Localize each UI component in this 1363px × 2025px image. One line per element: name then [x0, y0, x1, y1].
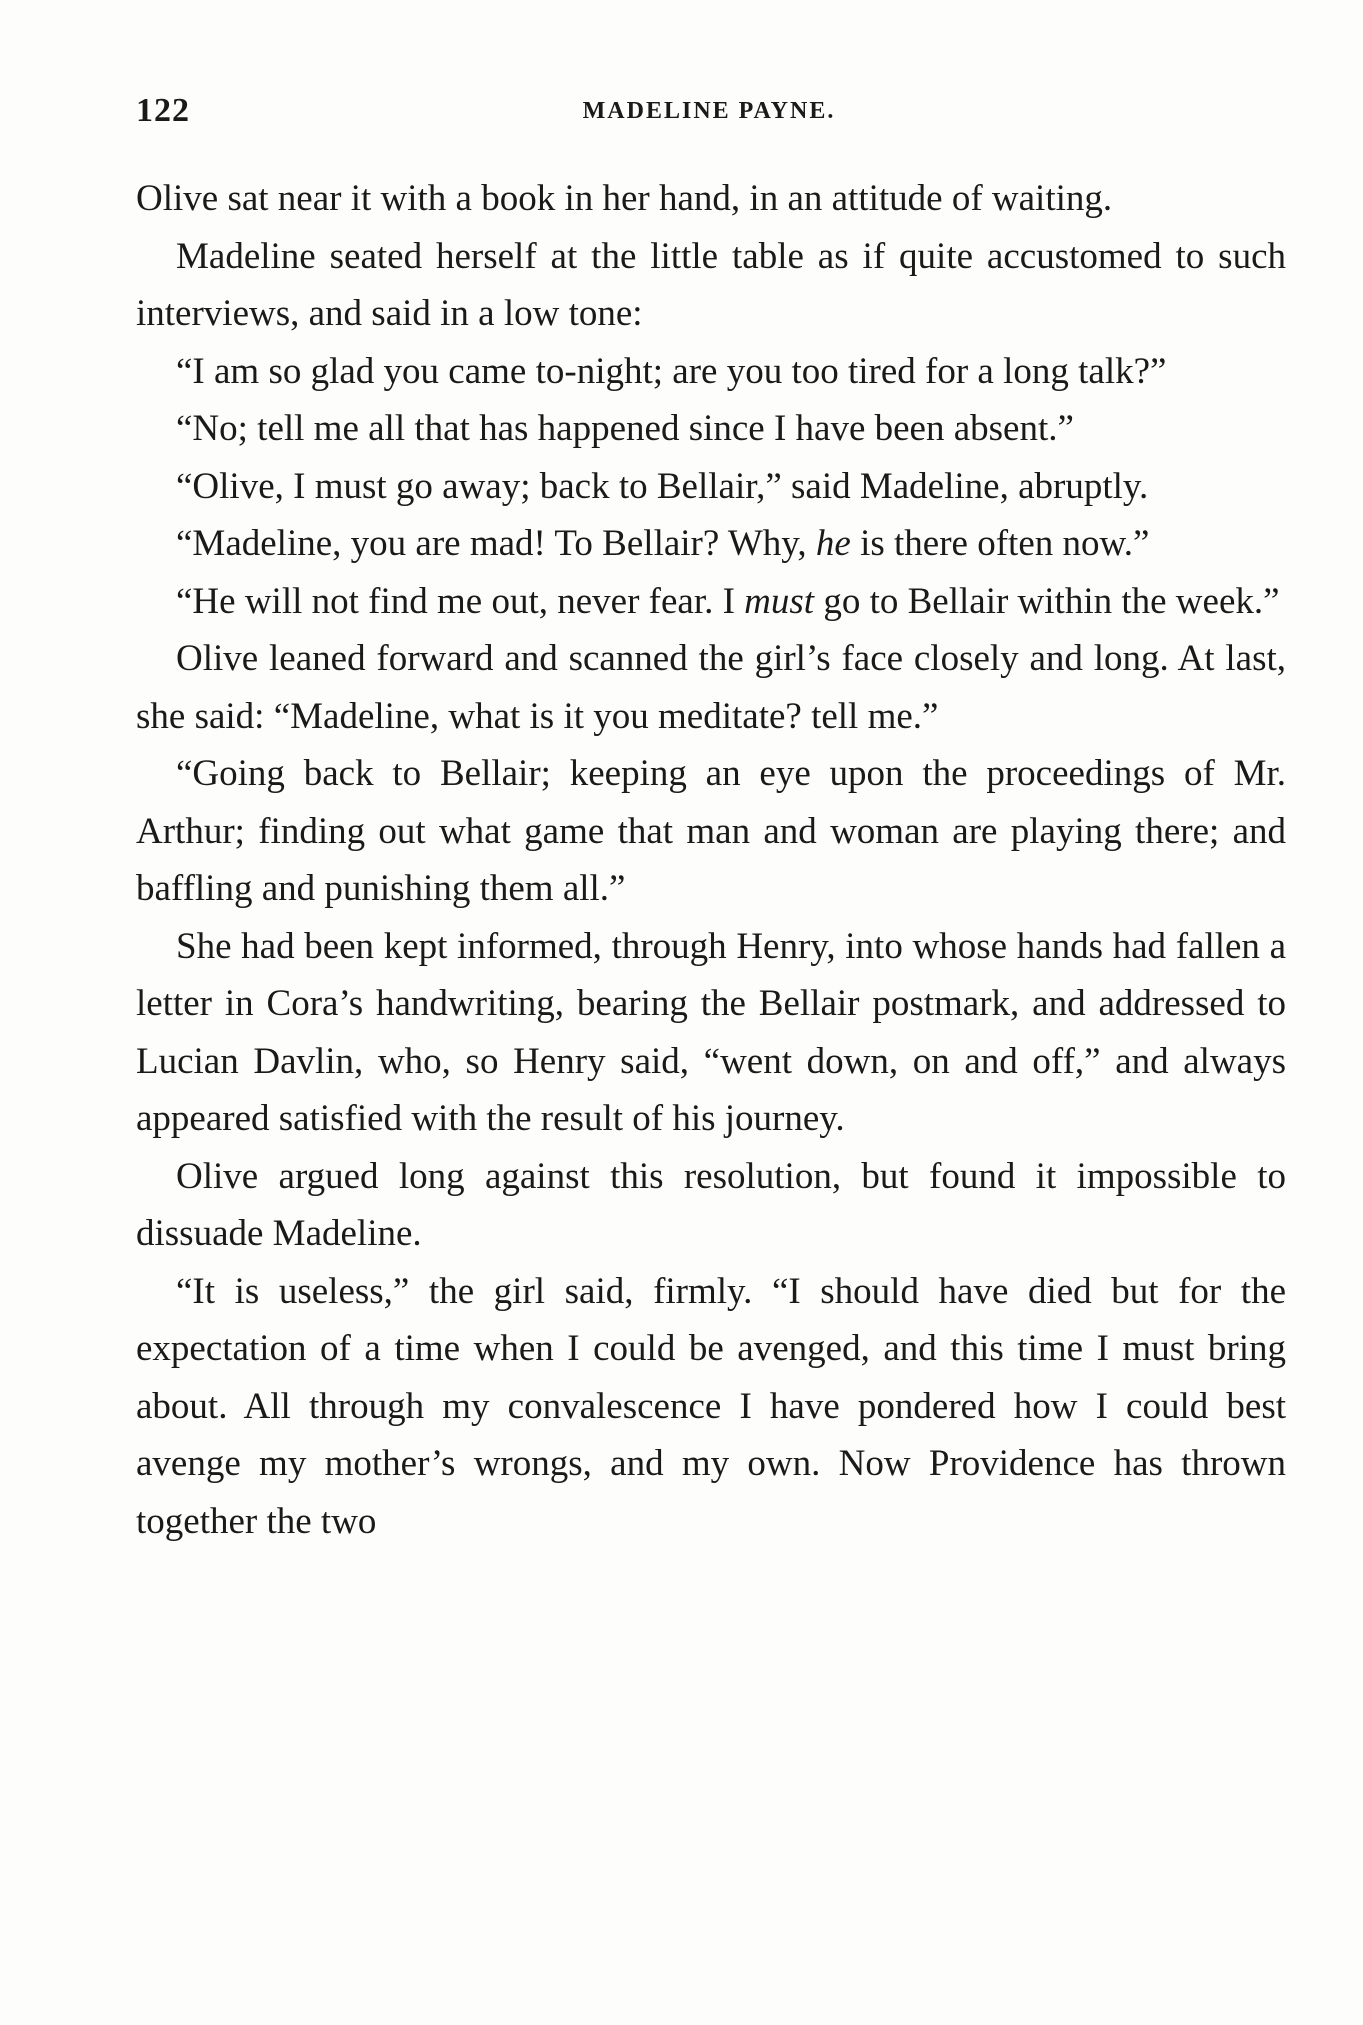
- paragraph: [136, 1148, 1286, 1263]
- paragraph: [136, 515, 1286, 573]
- page-header: [136, 92, 1282, 132]
- text-run: “No; tell me all that has happened since I have been absent.”: [176, 408, 1074, 449]
- text-run: “It is useless,” the girl said, firmly. “I should have died but for the expectation of a time when I could be avenged, and this time I must bring about. All through my convalescence I have pondered how I could best avenge my mother’s wrongs, and my own. Now Providence has thrown together the two: [136, 1270, 1286, 1542]
- text-run: Olive argued long against this resolution, but found it impossible to dissuade Madeline.: [136, 1155, 1286, 1254]
- text-run: Olive leaned forward and scanned the girl’s face closely and long. At last, she said: “Madeline, what is it you meditate? tell me.”: [136, 638, 1286, 737]
- text-run: “Going back to Bellair; keeping an eye upon the proceedings of Mr. Arthur; finding out what game that man and woman are playing there; and baffling and punishing them all.”: [136, 753, 1286, 909]
- running-title: MADELINE PAYNE.: [582, 98, 836, 124]
- paragraph: [136, 573, 1286, 631]
- paragraph: [136, 458, 1286, 516]
- text-run: “He will not find me out, never fear. I: [176, 580, 745, 622]
- text-run: Olive sat near it with a book in her hand, in an attitude of waiting.: [136, 178, 1113, 219]
- text-run: Madeline seated herself at the little table as if quite accustomed to such interviews, and said in a low tone:: [136, 235, 1286, 334]
- paragraph: [136, 918, 1286, 1148]
- paragraph: [136, 745, 1286, 918]
- paragraph: [136, 1263, 1286, 1551]
- body-text: [136, 170, 1286, 1550]
- page-number: 122: [136, 92, 190, 129]
- paragraph: [136, 228, 1286, 343]
- text-run: “Olive, I must go away; back to Bellair,” said Madeline, abruptly.: [176, 465, 1149, 507]
- text-run: “Madeline, you are mad! To Bellair? Why,: [176, 523, 816, 564]
- paragraph: [136, 630, 1286, 745]
- text-run: go to Bellair within the week.”: [814, 580, 1280, 622]
- paragraph: [136, 343, 1286, 401]
- text-run: “I am so glad you came to-night; are you too tired for a long talk?”: [176, 350, 1167, 392]
- text-run: is there often now.”: [850, 523, 1150, 564]
- paragraph: [136, 170, 1286, 228]
- paragraph: [136, 400, 1286, 458]
- italic-text: must: [744, 580, 815, 622]
- italic-text: he: [815, 523, 851, 564]
- text-run: She had been kept informed, through Henry, into whose hands had fallen a letter in Cora’s handwriting, bearing the Bellair postmark, and addressed to Lucian Davlin, who, so Henry said, “went down, on and off,” and always appeared satisfied with the result of his journey.: [136, 925, 1286, 1139]
